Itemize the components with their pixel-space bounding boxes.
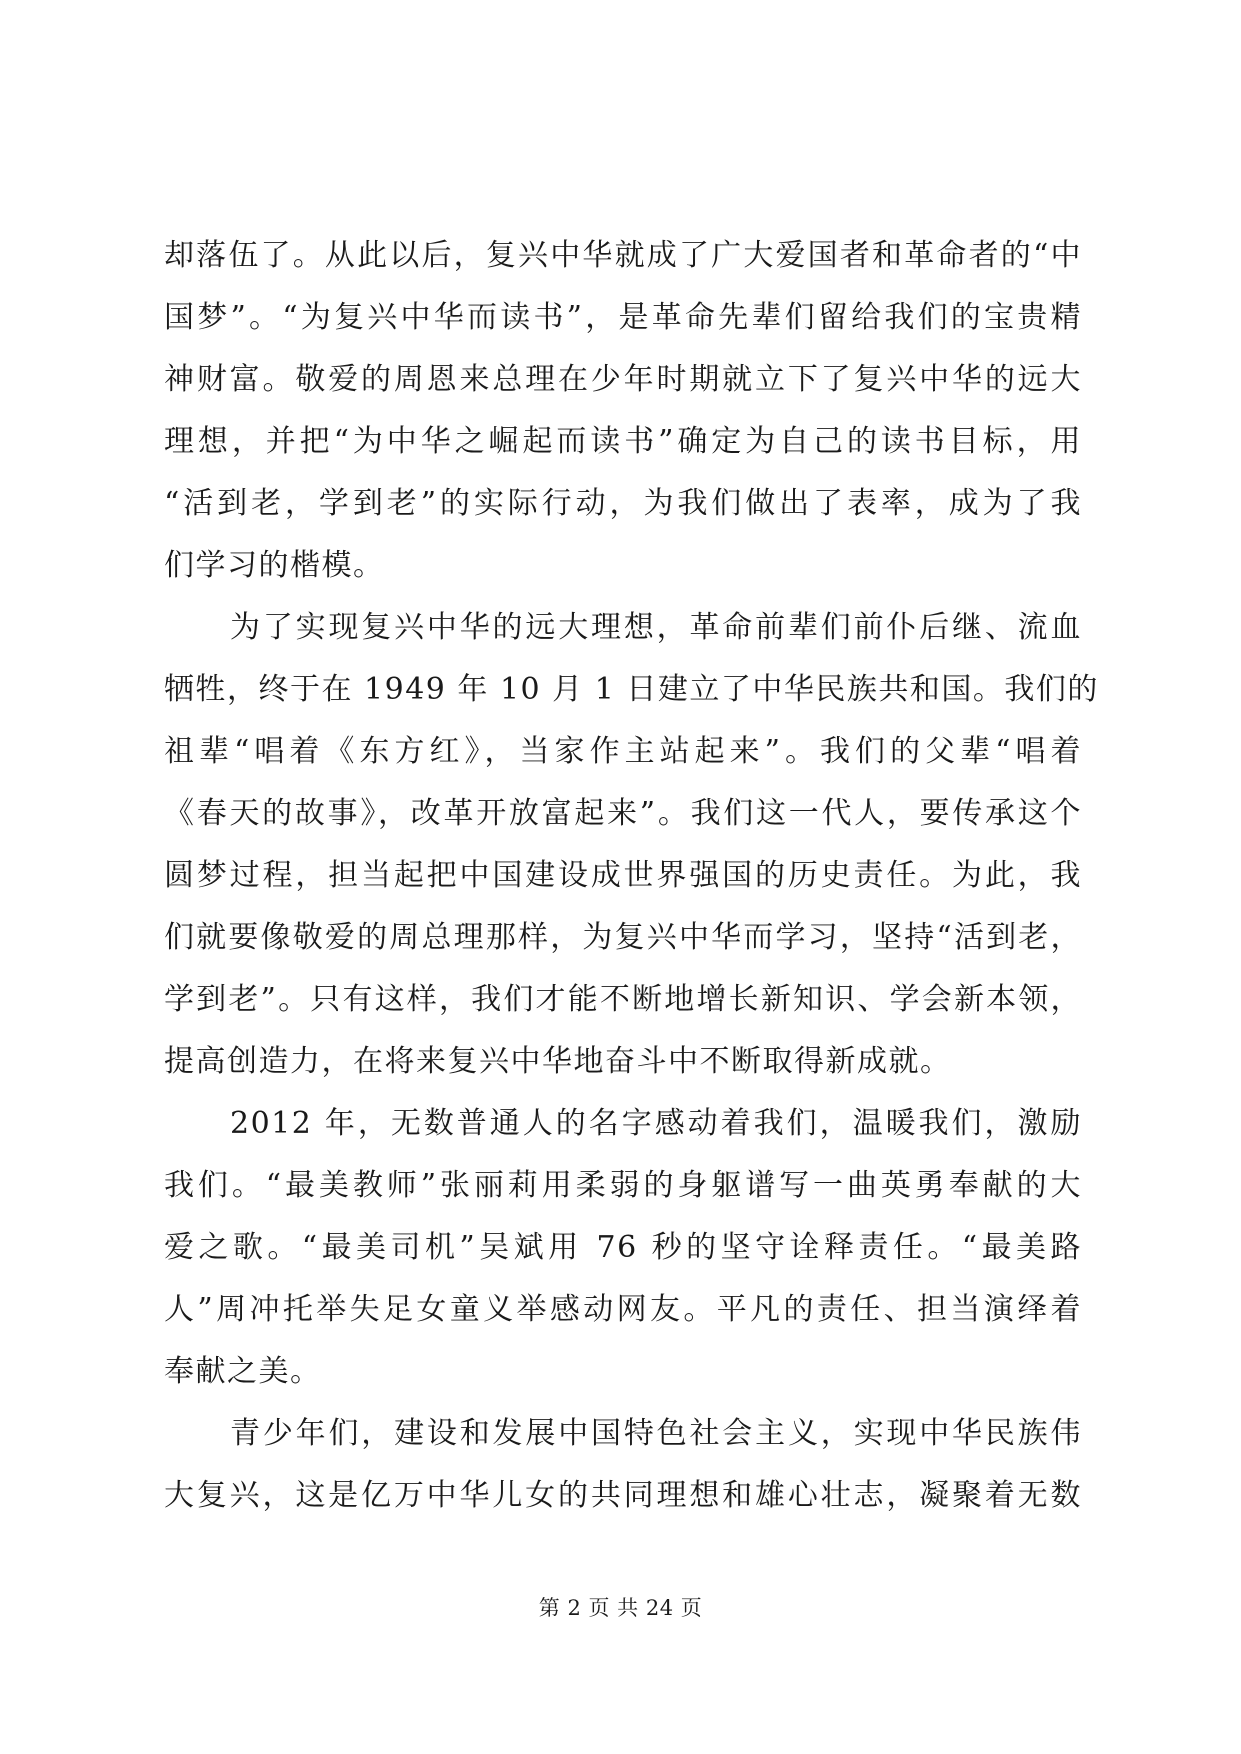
text-line: 人”周冲托举失足女童义举感动网友。平凡的责任、担当演绎着: [164, 1292, 1082, 1327]
text-line: 们学习的楷模。: [164, 548, 385, 583]
body-text: [164, 225, 1099, 1527]
text-line: 学到老”。只有这样，我们才能不断地增长新知识、学会新本领，: [164, 982, 1082, 1017]
text-line: “活到老，学到老”的实际行动，为我们做出了表率，成为了我: [164, 486, 1082, 521]
text-line: 为了实现复兴中华的远大理想，革命前辈们前仆后继、流血: [230, 610, 1082, 645]
text-line: 理想，并把“为中华之崛起而读书”确定为自己的读书目标，用: [164, 424, 1082, 459]
text-line: 圆梦过程，担当起把中国建设成世界强国的历史责任。为此，我: [164, 858, 1082, 893]
text-line: 牺牲，终于在 1949 年 10 月 1 日建立了中华民族共和国。我们的: [164, 672, 1099, 707]
text-line: 祖辈“唱着《东方红》，当家作主站起来”。我们的父辈“唱着: [164, 734, 1082, 769]
text-line: 爱之歌。“最美司机”吴斌用 76 秒的坚守诠释责任。“最美路: [164, 1230, 1082, 1265]
paragraph-4: [164, 1403, 1082, 1527]
text-line: 却落伍了。从此以后，复兴中华就成了广大爱国者和革命者的“中: [164, 238, 1082, 273]
text-line: 神财富。敬爱的周恩来总理在少年时期就立下了复兴中华的远大: [164, 362, 1082, 397]
text-line: 们就要像敬爱的周总理那样，为复兴中华而学习，坚持“活到老，: [164, 920, 1082, 955]
text-line: 国梦”。“为复兴中华而读书”，是革命先辈们留给我们的宝贵精: [164, 300, 1082, 335]
paragraph-2: [164, 597, 1099, 1093]
page-footer: 第 2 页 共 24 页: [538, 1596, 703, 1620]
text-line: 提高创造力，在将来复兴中华地奋斗中不断取得新成就。: [164, 1044, 952, 1079]
text-line: 奉献之美。: [164, 1354, 322, 1389]
text-line: 青少年们，建设和发展中国特色社会主义，实现中华民族伟: [230, 1416, 1082, 1451]
text-line: 我们。“最美教师”张丽莉用柔弱的身躯谱写一曲英勇奉献的大: [164, 1168, 1082, 1203]
text-line: 《春天的故事》，改革开放富起来”。我们这一代人，要传承这个: [164, 796, 1082, 831]
text-line: 2012 年，无数普通人的名字感动着我们，温暖我们，激励: [230, 1106, 1082, 1141]
paragraph-1: [164, 225, 1082, 597]
text-line: 大复兴，这是亿万中华儿女的共同理想和雄心壮志，凝聚着无数: [164, 1478, 1082, 1513]
paragraph-3: [164, 1093, 1082, 1403]
